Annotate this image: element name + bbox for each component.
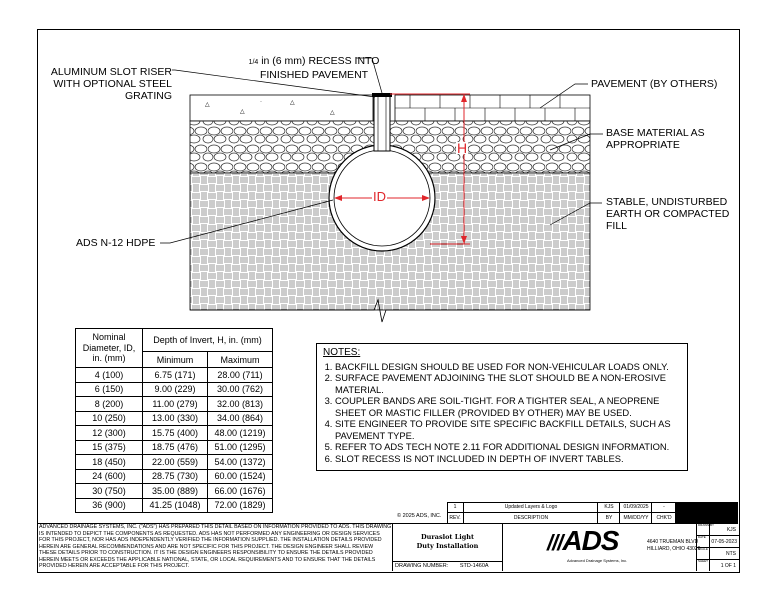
recess-text: in (6 mm) RECESS INTO FINISHED PAVEMENT xyxy=(259,55,380,81)
cell-maximum: 34.00 (864) xyxy=(208,411,273,426)
cell-maximum: 66.00 (1676) xyxy=(208,484,273,499)
cell-diameter: 18 (450) xyxy=(76,455,143,470)
cell-diameter: 8 (200) xyxy=(76,397,143,412)
cell-diameter: 10 (250) xyxy=(76,411,143,426)
rev-row xyxy=(447,502,709,512)
table-row xyxy=(76,397,273,412)
riser-label: ALUMINUM SLOT RISER WITH OPTIONAL STEEL GRATING xyxy=(50,66,172,102)
notes-list xyxy=(323,361,681,465)
cell-minimum: 11.00 (279) xyxy=(143,397,208,412)
title-line-1: Duraslot Light xyxy=(420,533,475,541)
table-row xyxy=(76,455,273,470)
svg-text:△: △ xyxy=(330,110,335,116)
cell-minimum: 15.75 (400) xyxy=(143,426,208,441)
cell-maximum: 51.00 (1295) xyxy=(208,440,273,455)
cell-minimum: 41.25 (1048) xyxy=(143,498,208,513)
drawn-by: KJS xyxy=(726,527,736,533)
hdr-description: DESCRIPTION xyxy=(463,513,598,523)
h-dimension-label: H xyxy=(457,140,468,156)
svg-text:·: · xyxy=(260,99,262,105)
cell-diameter: 12 (300) xyxy=(76,426,143,441)
scale-label: SCALE xyxy=(698,547,708,551)
hdr-by: BY xyxy=(597,513,620,523)
drawing-title xyxy=(393,533,502,551)
cell-maximum: 32.00 (813) xyxy=(208,397,273,412)
table-row xyxy=(76,382,273,397)
svg-text:△: △ xyxy=(240,109,245,115)
hdr-date: MM/DD/YY xyxy=(619,513,652,523)
cell-maximum: 54.00 (1372) xyxy=(208,455,273,470)
drawing-number: STD-1460A xyxy=(459,563,489,569)
rev-dark-block xyxy=(675,502,738,523)
title-line-2: Duty Installation xyxy=(416,542,479,550)
id-dimension-label: ID xyxy=(373,189,386,204)
note-item: 1. BACKFILL DESIGN SHOULD BE USED FOR NON-VEHICULAR LOADS ONLY. xyxy=(335,361,681,373)
date: 07-05-2023 xyxy=(711,539,737,545)
logo-text: ADS xyxy=(562,525,619,556)
drawing-number-row xyxy=(395,562,489,570)
rev-description: Updated Layers & Logo xyxy=(463,502,598,512)
col-nominal-diameter: Nominal Diameter, ID, in. (mm) xyxy=(76,329,143,368)
hdr-chkd: CHK'D xyxy=(651,513,676,523)
rev-header-row xyxy=(447,513,709,523)
title-block xyxy=(37,502,738,571)
address-line-2: HILLIARD, OHIO 43026 xyxy=(647,546,701,552)
cell-maximum: 72.00 (1829) xyxy=(208,498,273,513)
col-depth-of-invert: Depth of Invert, H, in. (mm) xyxy=(143,329,273,352)
pipe-label: ADS N-12 HDPE xyxy=(76,237,156,249)
drawn-by-label: DRAWN BY xyxy=(698,523,715,527)
table-row xyxy=(76,440,273,455)
cell-diameter: 24 (600) xyxy=(76,469,143,484)
ads-logo xyxy=(547,526,618,558)
col-minimum: Minimum xyxy=(143,352,208,368)
date-label: DATE xyxy=(698,535,706,539)
disclaimer: ADVANCED DRAINAGE SYSTEMS, INC. ("ADS") HAS PREPARED THIS DETAIL BASED ON INFORMATION PROVIDED TO ADS. THIS DRAWING IS INTENDED TO DEPICT THE COMPONENTS AS REQUESTED. ADS HAS NOT PERFORMED ANY ENGINEERING OR DESIGN SERVICES FOR THIS PROJECT, NOR HAS ADS INDEPENDENTLY VERIFIED THE INFORMATION SUPPLIED. THE INSTALLATION DETAILS PROVIDED HEREIN ARE GENERAL RECOMMENDATIONS AND ARE NOT SPECIFIC FOR THIS PROJECT. THE DESIGN ENGINEER SHALL REVIEW THESE DETAILS PRIOR TO CONSTRUCTION. IT IS THE DESIGN ENGINEERS RESPONSIBILITY TO ENSURE THE DETAILS PROVIDED HEREIN MEETS OR EXCEEDS THE APPLICABLE NATIONAL, STATE, OR LOCAL REQUIREMENTS AND TO ENSURE THAT THE DETAILS PROVIDED HEREIN ARE ACCEPTABLE FOR THIS PROJECT. xyxy=(39,524,392,569)
address-line-1: 4640 TRUEMAN BLVD xyxy=(647,539,699,545)
col-maximum: Maximum xyxy=(208,352,273,368)
table-row xyxy=(76,426,273,441)
table-body xyxy=(76,368,273,513)
cell-maximum: 28.00 (711) xyxy=(208,368,273,383)
sheet-cell xyxy=(697,559,739,571)
cell-minimum: 13.00 (330) xyxy=(143,411,208,426)
pavement-label: PAVEMENT (BY OTHERS) xyxy=(591,78,718,90)
recess-note xyxy=(236,55,392,81)
recess-fraction: 1/4 xyxy=(248,59,259,66)
note-item: 4. SITE ENGINEER TO PROVIDE SITE SPECIFIC BACKFILL DETAILS, SUCH AS PAVEMENT TYPE. xyxy=(335,418,681,441)
rev-number: 1 xyxy=(453,504,457,510)
slot-riser xyxy=(372,93,392,151)
cell-minimum: 18.75 (476) xyxy=(143,440,208,455)
copyright: © 2025 ADS, INC. xyxy=(397,513,442,519)
rev-chkd: - xyxy=(651,502,676,512)
note-item: 5. REFER TO ADS TECH NOTE 2.11 FOR ADDITIONAL DESIGN INFORMATION. xyxy=(335,441,681,453)
table-row xyxy=(76,484,273,499)
table-row xyxy=(76,411,273,426)
notes-box xyxy=(316,343,688,471)
notes-title: NOTES: xyxy=(323,347,361,358)
svg-text:△: △ xyxy=(290,100,295,106)
logo-subtitle: Advanced Drainage Systems, Inc. xyxy=(567,558,628,563)
cell-minimum: 6.75 (171) xyxy=(143,368,208,383)
logo-slashes: /// xyxy=(547,530,563,555)
cell-diameter: 6 (150) xyxy=(76,382,143,397)
note-item: 2. SURFACE PAVEMENT ADJOINING THE SLOT SHOULD BE A NON-EROSIVE MATERIAL. xyxy=(335,372,681,395)
info-grid xyxy=(696,523,739,571)
cell-minimum: 28.75 (730) xyxy=(143,469,208,484)
invert-depth-table xyxy=(75,328,273,513)
address xyxy=(647,539,700,553)
cell-diameter: 4 (100) xyxy=(76,368,143,383)
svg-text:△: △ xyxy=(205,102,210,108)
hdr-rev: REV. xyxy=(449,515,461,521)
cell-minimum: 35.00 (889) xyxy=(143,484,208,499)
table-row xyxy=(76,469,273,484)
rev-date: 01/09/2025 xyxy=(619,502,652,512)
cell-diameter: 15 (375) xyxy=(76,440,143,455)
rev-by: KJS xyxy=(597,502,620,512)
cell-minimum: 9.00 (229) xyxy=(143,382,208,397)
cell-minimum: 22.00 (559) xyxy=(143,455,208,470)
sheet-label: SHEET xyxy=(698,559,709,563)
table-header-row xyxy=(76,329,273,352)
cell-maximum: 60.00 (1524) xyxy=(208,469,273,484)
earth-label: STABLE, UNDISTURBED EARTH OR COMPACTED FILL xyxy=(606,196,730,232)
cell-diameter: 30 (750) xyxy=(76,484,143,499)
note-item: 6. SLOT RECESS IS NOT INCLUDED IN DEPTH OF INVERT TABLES. xyxy=(335,453,681,465)
table-row xyxy=(76,368,273,383)
scale: NTS xyxy=(726,551,736,557)
cell-maximum: 30.00 (762) xyxy=(208,382,273,397)
cell-diameter: 36 (900) xyxy=(76,498,143,513)
base-material-label: BASE MATERIAL AS APPROPRIATE xyxy=(606,127,705,151)
drawing-number-label: DRAWING NUMBER: xyxy=(395,563,449,569)
cell-maximum: 48.00 (1219) xyxy=(208,426,273,441)
note-item: 3. COUPLER BANDS ARE SOIL-TIGHT. FOR A TIGHTER SEAL, A NEOPRENE SHEET OR MASTIC FILLER (PROVIDED BY OTHER) MAY BE USED. xyxy=(335,395,681,418)
sheet: 1 OF 1 xyxy=(720,563,736,569)
